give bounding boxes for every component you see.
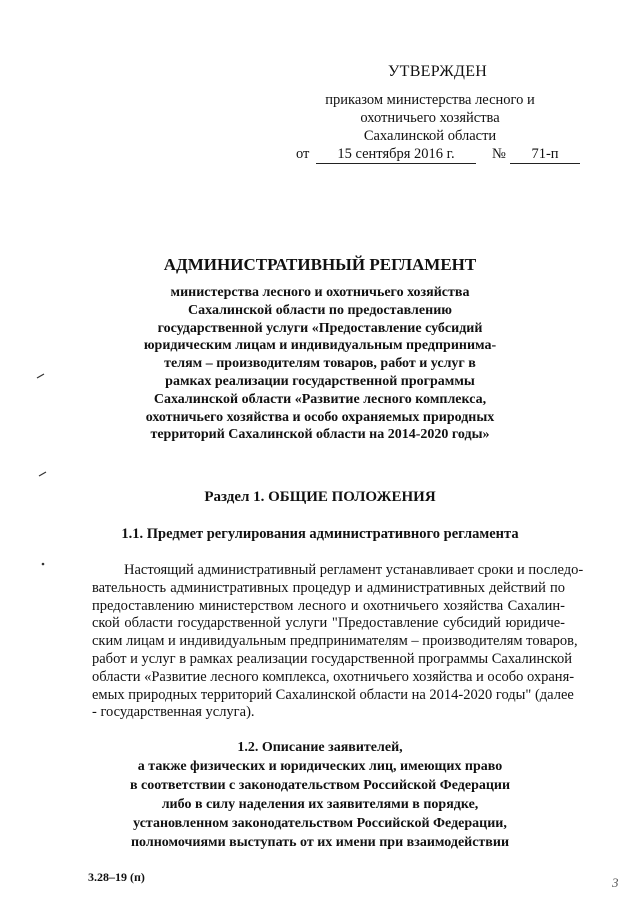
order-date: 15 сентября 2016 г. xyxy=(316,146,476,164)
scan-mark xyxy=(38,470,48,478)
document-subtitle xyxy=(120,284,520,444)
subsection-1-2-line: установленном законодательством Российской Федерации, xyxy=(133,816,507,831)
paragraph-line: емых природных территорий Сахалинской области на 2014-2020 годы" (далее xyxy=(92,686,574,703)
document-title: АДМИНИСТРАТИВНЫЙ РЕГЛАМЕНТ xyxy=(163,255,477,274)
subtitle-line: Сахалинской области по предоставлению xyxy=(188,302,452,318)
order-line-1: приказом министерства лесного и xyxy=(325,92,535,108)
subsection-1-1-title: 1.1. Предмет регулирования административного регламента xyxy=(121,526,519,542)
paragraph-line: Настоящий административный регламент устанавливает сроки и последо- xyxy=(124,562,584,578)
paragraph-line: работ и услуг в рамках реализации государственной программы Сахалинской xyxy=(92,650,572,667)
paragraph-line: предоставлению министерством лесного и охотничьего хозяйства Сахалин- xyxy=(92,597,565,614)
paragraph-line: вательность административных процедур и административных действий по xyxy=(92,579,565,596)
number-label: № xyxy=(492,146,506,162)
order-line-2: охотничьего хозяйства xyxy=(360,110,500,126)
paragraph-1-1 xyxy=(92,562,584,722)
subtitle-line: территорий Сахалинской области на 2014-2020 годы» xyxy=(150,427,490,443)
approval-title: УТВЕРЖДЕН xyxy=(388,63,488,80)
document-code: 3.28–19 (п) xyxy=(88,870,145,884)
subsection-1-2-line: в соответствии с законодательством Российской Федерации xyxy=(129,778,511,793)
subtitle-line: юридическим лицам и индивидуальным предпринима- xyxy=(143,338,497,354)
paragraph-line: области «Развитие лесного комплекса, охотничьего хозяйства и особо охраня- xyxy=(92,668,575,685)
section-title: Раздел 1. ОБЩИЕ ПОЛОЖЕНИЯ xyxy=(204,489,436,505)
subtitle-line: охотничьего хозяйства и особо охраняемых природных xyxy=(145,409,495,425)
subtitle-line: министерства лесного и охотничьего хозяйства xyxy=(170,285,470,300)
subsection-1-2-line: либо в силу наделения их заявителями в порядке, xyxy=(161,797,479,812)
subsection-1-2-line: а также физических и юридических лиц, имеющих право xyxy=(137,759,503,774)
subtitle-line: Сахалинской области «Развитие лесного комплекса, xyxy=(153,391,487,407)
paragraph-line: ской области государственной услуги "Предоставление субсидий юридиче- xyxy=(92,615,565,632)
subsection-1-2-title xyxy=(110,738,530,852)
subsection-1-2-line: 1.2. Описание заявителей, xyxy=(237,740,403,755)
subtitle-line: телям – производителям товаров, работ и услуг в xyxy=(164,356,476,372)
order-date-number-row xyxy=(296,146,596,166)
page-mark: 3 xyxy=(612,875,619,890)
subsection-1-2-line: полномочиями выступать от их имени при взаимодействии xyxy=(130,835,510,850)
scan-mark xyxy=(36,372,46,380)
paragraph-line: ским лицам и индивидуальным предпринимателям – производителям товаров, xyxy=(92,633,578,650)
scan-mark xyxy=(40,561,46,567)
subtitle-line: рамках реализации государственной программы xyxy=(165,373,475,389)
paragraph-line: - государственная услуга). xyxy=(92,704,255,721)
from-label: от xyxy=(296,146,310,162)
order-line-3: Сахалинской области xyxy=(363,128,497,144)
subtitle-line: государственной услуги «Предоставление субсидий xyxy=(157,320,483,336)
order-number: 71-п xyxy=(510,146,580,164)
